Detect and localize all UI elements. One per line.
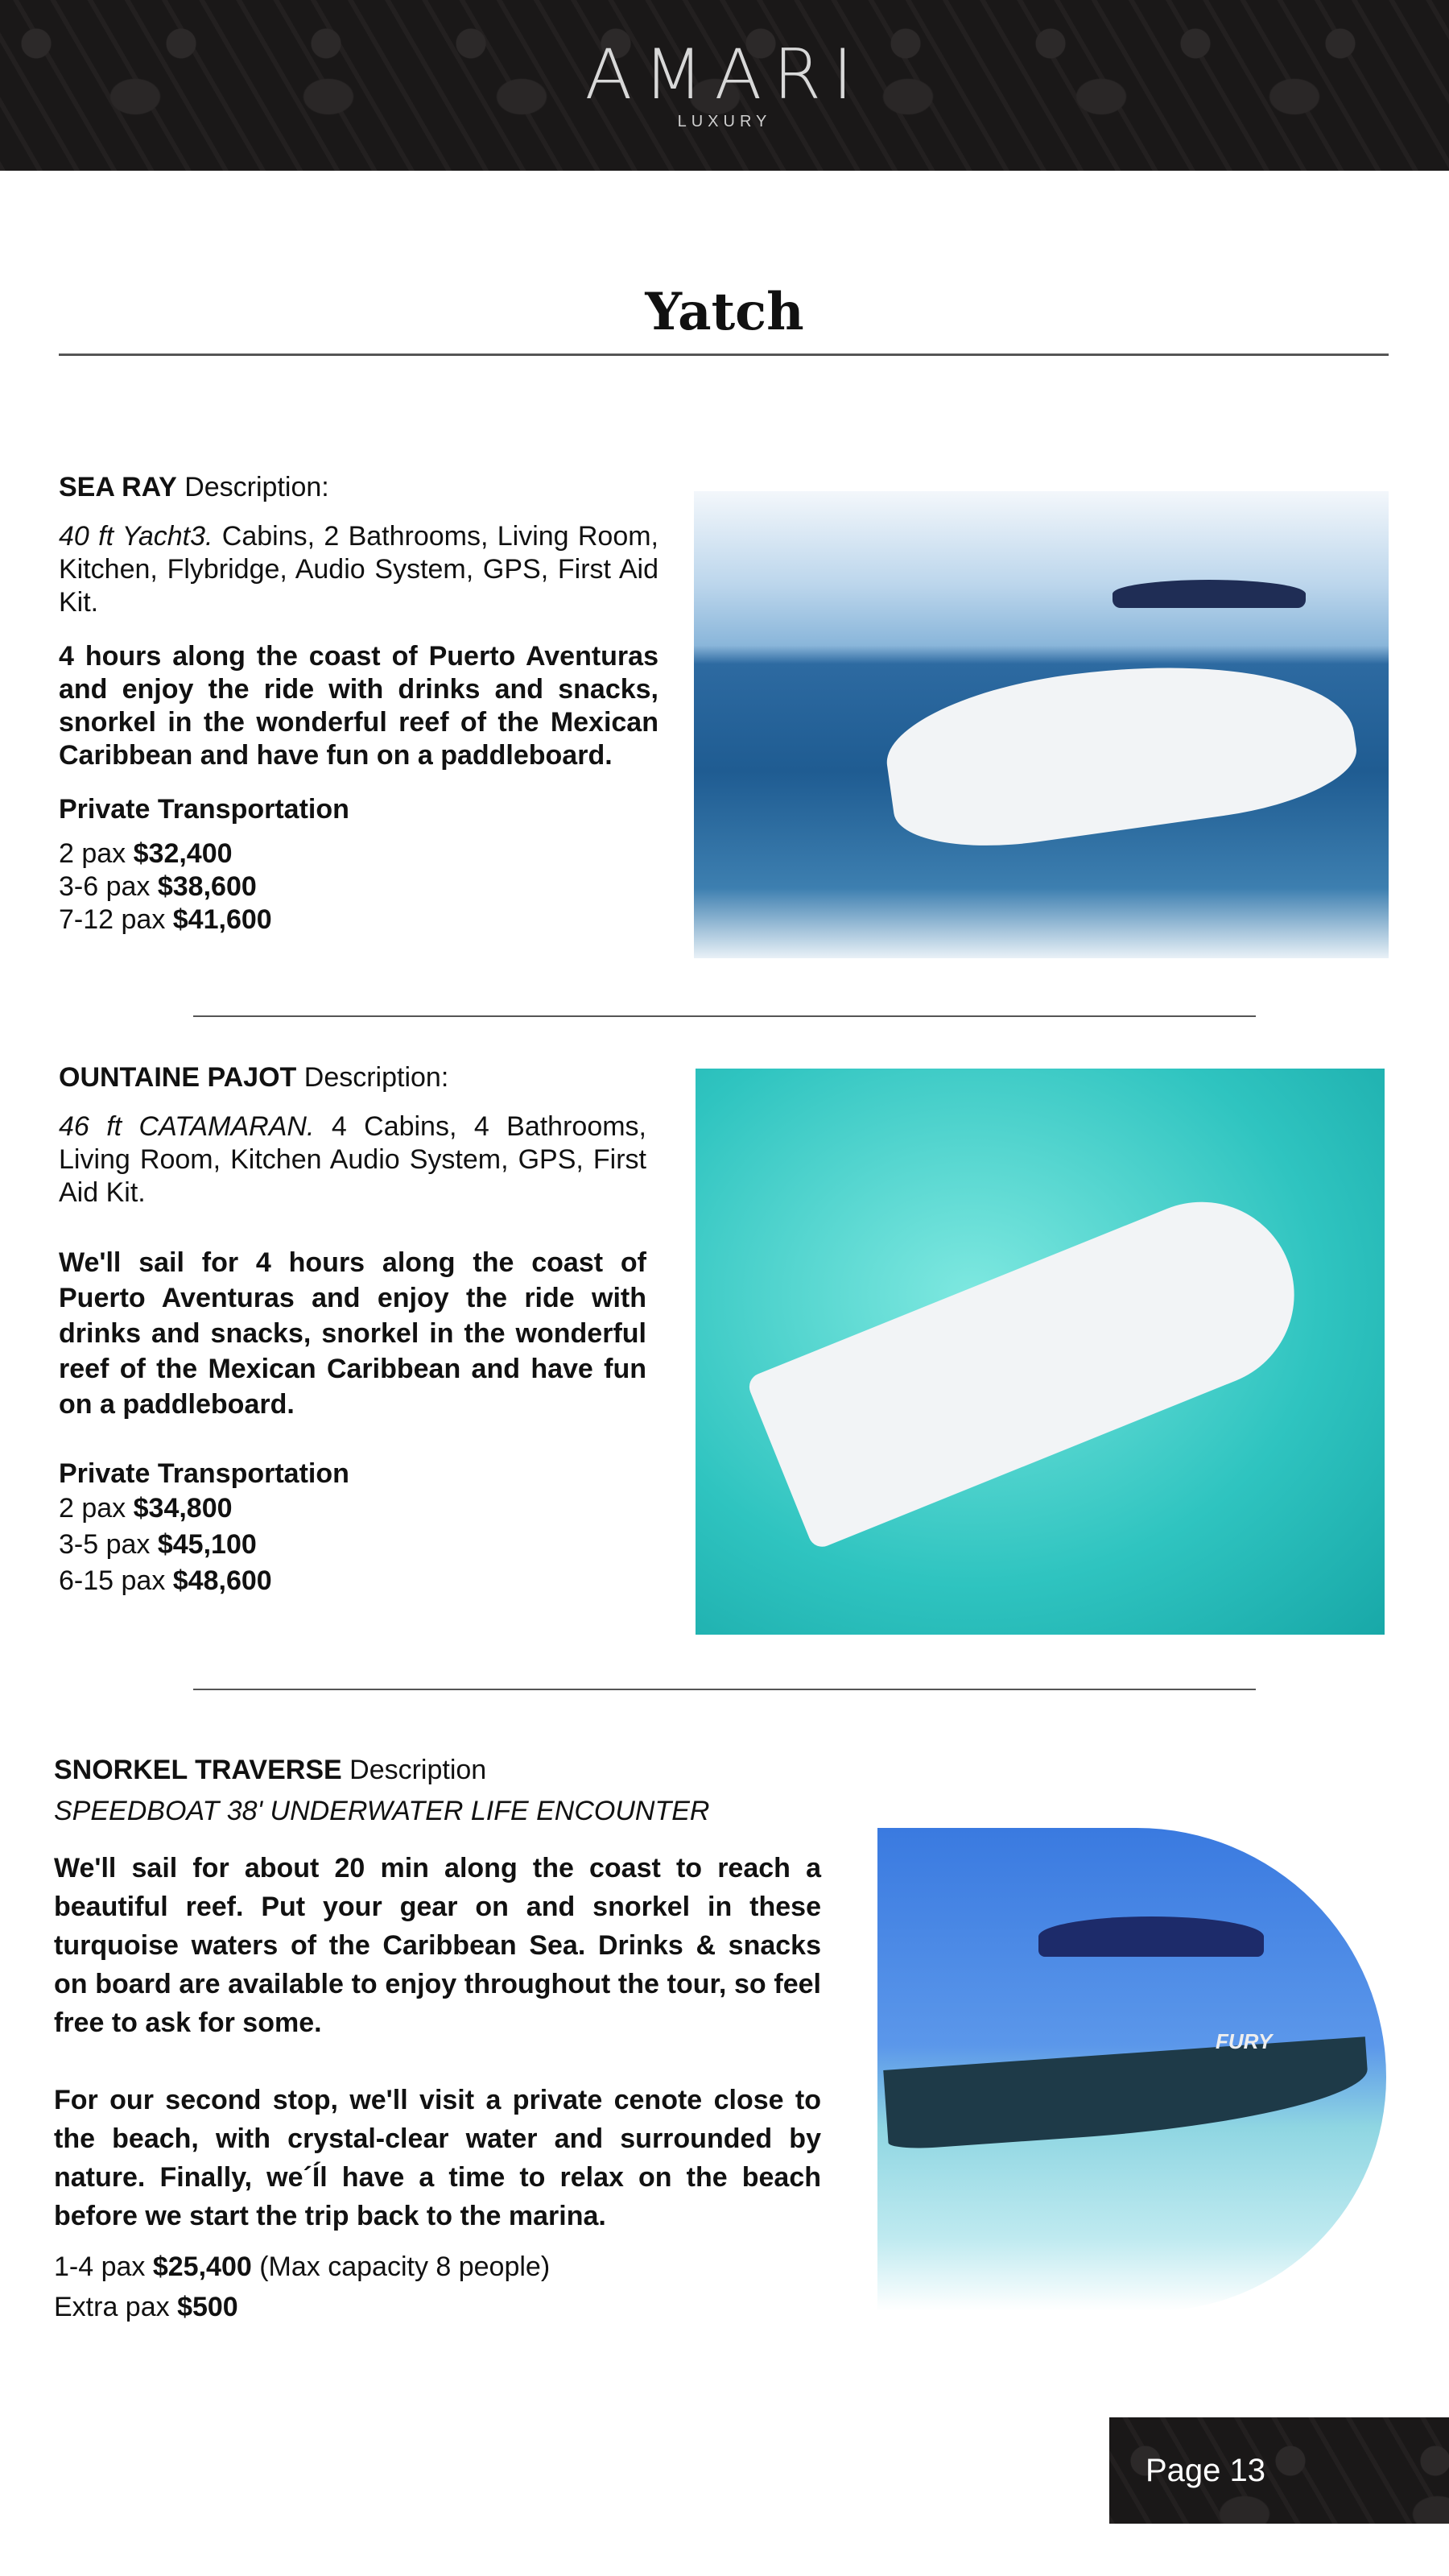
price-row: 7-12 pax $41,600	[59, 904, 272, 935]
catamaran-photo	[696, 1069, 1385, 1635]
price-row: 2 pax $32,400	[59, 838, 233, 869]
page-title: Yatch	[645, 282, 804, 342]
speedboat-photo	[877, 1828, 1386, 2311]
brand-logo-subtitle: LUXURY	[677, 113, 772, 130]
sea-ray-yacht-photo	[694, 491, 1389, 958]
title-divider	[59, 354, 1389, 356]
snorkel-traverse-section	[54, 1754, 821, 2327]
price-row: Extra pax $500	[54, 2292, 238, 2322]
price-row: 2 pax $34,800	[59, 1493, 233, 1524]
transport-label: Private Transportation	[59, 794, 349, 825]
description-text: We'll sail for about 20 min along the coast to reach a beautiful reef. Put your gear on and snorkel in these turquoise waters of the Caribbean Sea. Drinks & snacks on board are available to enjoy throughout the tour, so feel free to ask for some.	[54, 1853, 821, 2038]
section-heading: SEA RAY Description:	[59, 472, 329, 502]
section-heading: SNORKEL TRAVERSE Description	[54, 1755, 487, 1785]
section-heading: OUNTAINE PAJOT Description:	[59, 1062, 449, 1093]
price-row: 1-4 pax $25,400 (Max capacity 8 people)	[54, 2251, 551, 2282]
description-text: For our second stop, we'll visit a private cenote close to the beach, with crystal-clear water and surrounded by nature. Finally, we´Íl have a time to relax on the beach before we start the trip back to the marina.	[54, 2085, 821, 2231]
header-banner	[0, 0, 1449, 171]
subtitle: SPEEDBOAT 38' UNDERWATER LIFE ENCOUNTER	[54, 1796, 710, 1826]
page-number-badge: Page 13	[1109, 2417, 1449, 2524]
description-text: 4 hours along the coast of Puerto Aventuras and enjoy the ride with drinks and snacks, snorkel in the wonderful reef of the Mexican Caribbean and have fun on a paddleboard.	[59, 641, 658, 771]
transport-label: Private Transportation	[59, 1458, 349, 1489]
sea-ray-section	[59, 471, 658, 937]
brand-logo: AMARI	[584, 35, 865, 115]
fountaine-pajot-section	[59, 1061, 646, 1599]
spec-text: 46 ft CATAMARAN. 4 Cabins, 4 Bathrooms, Living Room, Kitchen Audio System, GPS, First Aid Kit.	[59, 1111, 646, 1208]
spec-text: 40 ft Yacht3. Cabins, 2 Bathrooms, Living Room, Kitchen, Flybridge, Audio System, GPS, First Aid Kit.	[59, 521, 659, 618]
description-text: We'll sail for 4 hours along the coast of Puerto Aventuras and enjoy the ride with drinks and snacks, snorkel in the wonderful reef of the Mexican Caribbean and have fun on a paddleboard.	[59, 1247, 646, 1420]
section-divider	[193, 1015, 1256, 1017]
section-divider	[193, 1689, 1256, 1690]
price-row: 6-15 pax $48,600	[59, 1565, 272, 1596]
boat-name: FURY	[1216, 2029, 1273, 2053]
price-row: 3-6 pax $38,600	[59, 871, 257, 902]
price-row: 3-5 pax $45,100	[59, 1529, 257, 1560]
